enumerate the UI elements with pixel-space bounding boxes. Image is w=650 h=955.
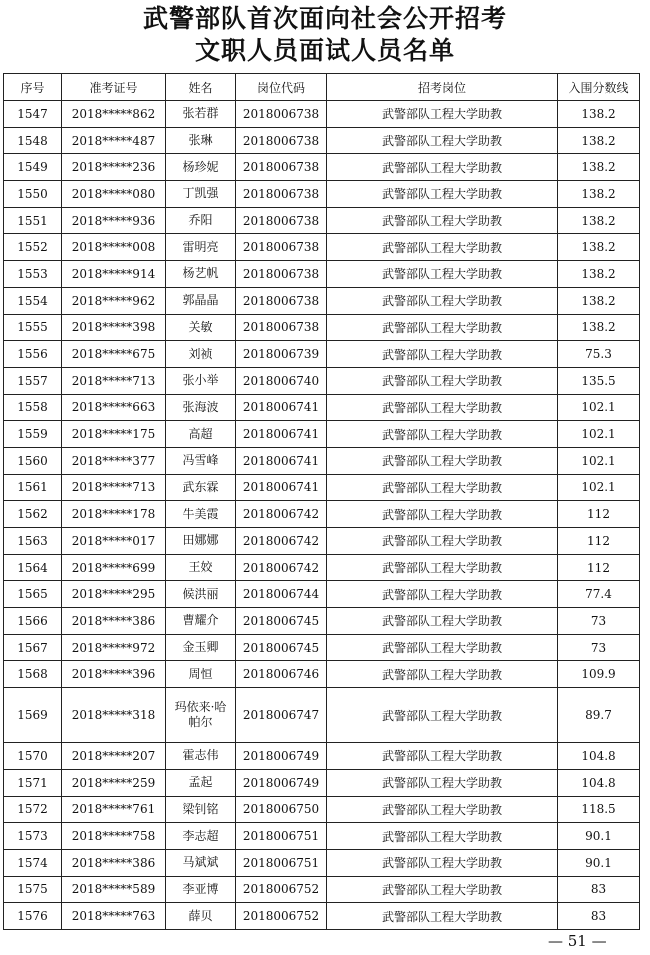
cell-score: 73 (558, 608, 640, 635)
cell-name (166, 608, 236, 635)
cell-post: 武警部队工程大学助教 (327, 474, 558, 501)
cell-post-code: 2018006738 (236, 154, 327, 181)
cell-exam-id: 2018*****175 (62, 421, 166, 448)
cell-post-code: 2018006738 (236, 287, 327, 314)
table-row (4, 903, 640, 930)
cell-name-text: 李志超 (182, 828, 219, 843)
cell-score: 102.1 (558, 394, 640, 421)
cell-post-code: 2018006742 (236, 554, 327, 581)
cell-score: 138.2 (558, 127, 640, 154)
cell-post-code: 2018006738 (236, 234, 327, 261)
cell-exam-id: 2018*****972 (62, 634, 166, 661)
cell-name (166, 314, 236, 341)
cell-name-text: 张若群 (182, 106, 219, 121)
cell-score: 112 (558, 528, 640, 555)
cell-post: 武警部队工程大学助教 (327, 447, 558, 474)
cell-score: 109.9 (558, 661, 640, 688)
cell-score: 90.1 (558, 823, 640, 850)
cell-score: 138.2 (558, 154, 640, 181)
header-post: 招考岗位 (327, 74, 558, 101)
cell-seq: 1569 (4, 688, 62, 743)
cell-exam-id: 2018*****862 (62, 101, 166, 128)
cell-post-code: 2018006752 (236, 903, 327, 930)
cell-name (166, 154, 236, 181)
cell-name-text: 关敏 (188, 319, 213, 334)
cell-name (166, 743, 236, 770)
cell-name (166, 447, 236, 474)
document-title-line2: 文职人员面试人员名单 (194, 36, 455, 65)
cell-name (166, 421, 236, 448)
cell-score: 138.2 (558, 314, 640, 341)
table-row (4, 101, 640, 128)
cell-post-code: 2018006751 (236, 849, 327, 876)
cell-post: 武警部队工程大学助教 (327, 796, 558, 823)
cell-exam-id: 2018*****914 (62, 261, 166, 288)
cell-seq: 1554 (4, 287, 62, 314)
table-row (4, 634, 640, 661)
cell-seq: 1558 (4, 394, 62, 421)
cell-seq: 1574 (4, 849, 62, 876)
cell-exam-id: 2018*****713 (62, 474, 166, 501)
cell-name-text: 杨珍妮 (182, 159, 219, 174)
cell-post: 武警部队工程大学助教 (327, 181, 558, 208)
cell-score: 90.1 (558, 849, 640, 876)
cell-name-text: 薛贝 (188, 908, 213, 923)
cell-post: 武警部队工程大学助教 (327, 554, 558, 581)
cell-exam-id: 2018*****008 (62, 234, 166, 261)
cell-seq: 1557 (4, 367, 62, 394)
header-seq: 序号 (4, 74, 62, 101)
cell-name-text: 金玉卿 (182, 640, 219, 655)
cell-score: 104.8 (558, 769, 640, 796)
cell-name (166, 287, 236, 314)
cell-seq: 1565 (4, 581, 62, 608)
cell-name-text: 霍志伟 (182, 748, 219, 763)
table-row (4, 876, 640, 903)
table-row (4, 287, 640, 314)
cell-exam-id: 2018*****763 (62, 903, 166, 930)
cell-exam-id: 2018*****386 (62, 608, 166, 635)
cell-name-text: 曹耀介 (182, 613, 219, 628)
cell-name (166, 207, 236, 234)
cell-name (166, 234, 236, 261)
cell-post-code: 2018006751 (236, 823, 327, 850)
cell-name (166, 101, 236, 128)
table-row (4, 127, 640, 154)
cell-post: 武警部队工程大学助教 (327, 634, 558, 661)
cell-post-code: 2018006742 (236, 528, 327, 555)
cell-score: 73 (558, 634, 640, 661)
cell-post: 武警部队工程大学助教 (327, 608, 558, 635)
cell-score: 77.4 (558, 581, 640, 608)
cell-name-text: 丁凯强 (182, 186, 219, 201)
cell-seq: 1555 (4, 314, 62, 341)
cell-exam-id: 2018*****713 (62, 367, 166, 394)
cell-name (166, 903, 236, 930)
cell-name (166, 581, 236, 608)
table-row (4, 554, 640, 581)
cell-score: 89.7 (558, 688, 640, 743)
cell-name (166, 394, 236, 421)
cell-seq: 1553 (4, 261, 62, 288)
cell-post-code: 2018006749 (236, 769, 327, 796)
cell-seq: 1572 (4, 796, 62, 823)
cell-seq: 1562 (4, 501, 62, 528)
cell-exam-id: 2018*****207 (62, 743, 166, 770)
cell-post: 武警部队工程大学助教 (327, 127, 558, 154)
cell-score: 138.2 (558, 181, 640, 208)
cell-post-code: 2018006745 (236, 608, 327, 635)
cell-score: 138.2 (558, 287, 640, 314)
cell-name (166, 474, 236, 501)
cell-post: 武警部队工程大学助教 (327, 287, 558, 314)
cell-exam-id: 2018*****377 (62, 447, 166, 474)
cell-post-code: 2018006742 (236, 501, 327, 528)
cell-score: 138.2 (558, 261, 640, 288)
cell-name-text: 王姣 (188, 560, 213, 575)
cell-name (166, 127, 236, 154)
cell-exam-id: 2018*****675 (62, 341, 166, 368)
cell-score: 112 (558, 554, 640, 581)
header-score: 入围分数线 (558, 74, 640, 101)
cell-exam-id: 2018*****761 (62, 796, 166, 823)
table-row (4, 581, 640, 608)
cell-post: 武警部队工程大学助教 (327, 849, 558, 876)
cell-post: 武警部队工程大学助教 (327, 261, 558, 288)
cell-score: 102.1 (558, 447, 640, 474)
cell-name-text: 郭晶晶 (182, 293, 219, 308)
cell-name (166, 367, 236, 394)
cell-score: 138.2 (558, 234, 640, 261)
cell-name (166, 661, 236, 688)
cell-name (166, 181, 236, 208)
cell-seq: 1551 (4, 207, 62, 234)
cell-name-text: 雷明亮 (182, 239, 219, 254)
cell-post: 武警部队工程大学助教 (327, 367, 558, 394)
table-row (4, 823, 640, 850)
cell-name-text: 张小举 (182, 373, 219, 388)
cell-post: 武警部队工程大学助教 (327, 903, 558, 930)
cell-name (166, 634, 236, 661)
cell-name (166, 341, 236, 368)
cell-name-text: 张海波 (182, 399, 219, 414)
cell-seq: 1556 (4, 341, 62, 368)
cell-seq: 1570 (4, 743, 62, 770)
cell-post: 武警部队工程大学助教 (327, 688, 558, 743)
table-row (4, 661, 640, 688)
cell-post: 武警部队工程大学助教 (327, 341, 558, 368)
cell-name (166, 528, 236, 555)
cell-seq: 1560 (4, 447, 62, 474)
cell-exam-id: 2018*****962 (62, 287, 166, 314)
cell-exam-id: 2018*****398 (62, 314, 166, 341)
cell-post: 武警部队工程大学助教 (327, 234, 558, 261)
cell-name (166, 823, 236, 850)
cell-name-text: 田娜娜 (182, 533, 219, 548)
table-header-row (4, 74, 640, 101)
cell-post: 武警部队工程大学助教 (327, 501, 558, 528)
cell-post: 武警部队工程大学助教 (327, 207, 558, 234)
cell-post-code: 2018006738 (236, 207, 327, 234)
cell-post: 武警部队工程大学助教 (327, 743, 558, 770)
table-row (4, 796, 640, 823)
table-row (4, 367, 640, 394)
cell-score: 83 (558, 903, 640, 930)
cell-score: 75.3 (558, 341, 640, 368)
table-row (4, 849, 640, 876)
cell-exam-id: 2018*****318 (62, 688, 166, 743)
cell-post-code: 2018006745 (236, 634, 327, 661)
cell-seq: 1548 (4, 127, 62, 154)
cell-name-text: 周恒 (188, 666, 213, 681)
cell-post-code: 2018006741 (236, 394, 327, 421)
cell-seq: 1573 (4, 823, 62, 850)
table-row (4, 181, 640, 208)
cell-exam-id: 2018*****487 (62, 127, 166, 154)
cell-name-text: 李亚博 (182, 881, 219, 896)
cell-score: 138.2 (558, 207, 640, 234)
cell-seq: 1563 (4, 528, 62, 555)
page-number: — 51 — (548, 932, 607, 950)
cell-post: 武警部队工程大学助教 (327, 661, 558, 688)
cell-exam-id: 2018*****699 (62, 554, 166, 581)
cell-post-code: 2018006741 (236, 447, 327, 474)
table-row (4, 501, 640, 528)
table-row (4, 743, 640, 770)
document-title-line1: 武警部队首次面向社会公开招考 (142, 4, 507, 33)
cell-exam-id: 2018*****936 (62, 207, 166, 234)
cell-seq: 1559 (4, 421, 62, 448)
cell-post: 武警部队工程大学助教 (327, 101, 558, 128)
cell-name (166, 849, 236, 876)
table-row (4, 394, 640, 421)
table-row (4, 688, 640, 743)
cell-name-text: 牛美霞 (182, 506, 219, 521)
cell-seq: 1566 (4, 608, 62, 635)
cell-post: 武警部队工程大学助教 (327, 394, 558, 421)
cell-exam-id: 2018*****236 (62, 154, 166, 181)
cell-post-code: 2018006738 (236, 127, 327, 154)
cell-score: 104.8 (558, 743, 640, 770)
cell-seq: 1568 (4, 661, 62, 688)
cell-score: 135.5 (558, 367, 640, 394)
cell-post: 武警部队工程大学助教 (327, 581, 558, 608)
cell-exam-id: 2018*****396 (62, 661, 166, 688)
cell-exam-id: 2018*****589 (62, 876, 166, 903)
cell-score: 83 (558, 876, 640, 903)
cell-name-text: 武东霖 (182, 479, 219, 494)
cell-name (166, 769, 236, 796)
cell-post-code: 2018006752 (236, 876, 327, 903)
cell-name (166, 261, 236, 288)
cell-score: 118.5 (558, 796, 640, 823)
header-post-code: 岗位代码 (236, 74, 327, 101)
cell-exam-id: 2018*****758 (62, 823, 166, 850)
table-row (4, 207, 640, 234)
cell-name-text: 孟起 (188, 775, 213, 790)
cell-post-code: 2018006738 (236, 181, 327, 208)
cell-post-code: 2018006746 (236, 661, 327, 688)
cell-exam-id: 2018*****080 (62, 181, 166, 208)
cell-name-text: 候洪丽 (182, 586, 219, 601)
cell-name-text: 冯雪峰 (182, 453, 219, 468)
table-row (4, 261, 640, 288)
cell-seq: 1567 (4, 634, 62, 661)
table-row (4, 528, 640, 555)
cell-post-code: 2018006749 (236, 743, 327, 770)
cell-seq: 1552 (4, 234, 62, 261)
cell-post-code: 2018006741 (236, 474, 327, 501)
table-row (4, 474, 640, 501)
cell-post-code: 2018006741 (236, 421, 327, 448)
table-row (4, 447, 640, 474)
header-exam-id: 准考证号 (62, 74, 166, 101)
cell-score: 102.1 (558, 474, 640, 501)
table-row (4, 314, 640, 341)
cell-post: 武警部队工程大学助教 (327, 823, 558, 850)
cell-post-code: 2018006738 (236, 261, 327, 288)
table-row (4, 608, 640, 635)
cell-post: 武警部队工程大学助教 (327, 528, 558, 555)
cell-name-text: 杨艺帆 (182, 266, 219, 281)
cell-post-code: 2018006750 (236, 796, 327, 823)
cell-post-code: 2018006744 (236, 581, 327, 608)
cell-seq: 1547 (4, 101, 62, 128)
cell-score: 138.2 (558, 101, 640, 128)
table-row (4, 341, 640, 368)
cell-name-text: 梁钊铭 (182, 801, 219, 816)
header-name: 姓名 (166, 74, 236, 101)
cell-score: 112 (558, 501, 640, 528)
table-row (4, 421, 640, 448)
cell-seq: 1549 (4, 154, 62, 181)
cell-post-code: 2018006738 (236, 314, 327, 341)
cell-name (166, 501, 236, 528)
cell-name (166, 554, 236, 581)
cell-score: 102.1 (558, 421, 640, 448)
cell-name-text: 刘祯 (188, 346, 213, 361)
cell-exam-id: 2018*****259 (62, 769, 166, 796)
cell-name (166, 876, 236, 903)
cell-exam-id: 2018*****295 (62, 581, 166, 608)
cell-seq: 1576 (4, 903, 62, 930)
cell-post: 武警部队工程大学助教 (327, 314, 558, 341)
table-row (4, 154, 640, 181)
cell-post-code: 2018006739 (236, 341, 327, 368)
cell-exam-id: 2018*****386 (62, 849, 166, 876)
table-row (4, 769, 640, 796)
cell-seq: 1571 (4, 769, 62, 796)
candidate-table (3, 73, 640, 930)
cell-seq: 1564 (4, 554, 62, 581)
cell-name-text: 张琳 (188, 133, 213, 148)
cell-seq: 1561 (4, 474, 62, 501)
cell-seq: 1575 (4, 876, 62, 903)
table-row (4, 234, 640, 261)
cell-name-text: 马斌斌 (182, 855, 219, 870)
cell-name-text: 玛依来·哈帕尔 (174, 700, 227, 730)
cell-name-text: 高超 (188, 426, 213, 441)
cell-exam-id: 2018*****178 (62, 501, 166, 528)
cell-post-code: 2018006738 (236, 101, 327, 128)
cell-post-code: 2018006747 (236, 688, 327, 743)
cell-post: 武警部队工程大学助教 (327, 421, 558, 448)
cell-post: 武警部队工程大学助教 (327, 769, 558, 796)
cell-post-code: 2018006740 (236, 367, 327, 394)
cell-exam-id: 2018*****017 (62, 528, 166, 555)
cell-post: 武警部队工程大学助教 (327, 876, 558, 903)
cell-name-text: 乔阳 (188, 213, 213, 228)
cell-exam-id: 2018*****663 (62, 394, 166, 421)
cell-seq: 1550 (4, 181, 62, 208)
cell-name (166, 688, 236, 743)
cell-post: 武警部队工程大学助教 (327, 154, 558, 181)
cell-name (166, 796, 236, 823)
